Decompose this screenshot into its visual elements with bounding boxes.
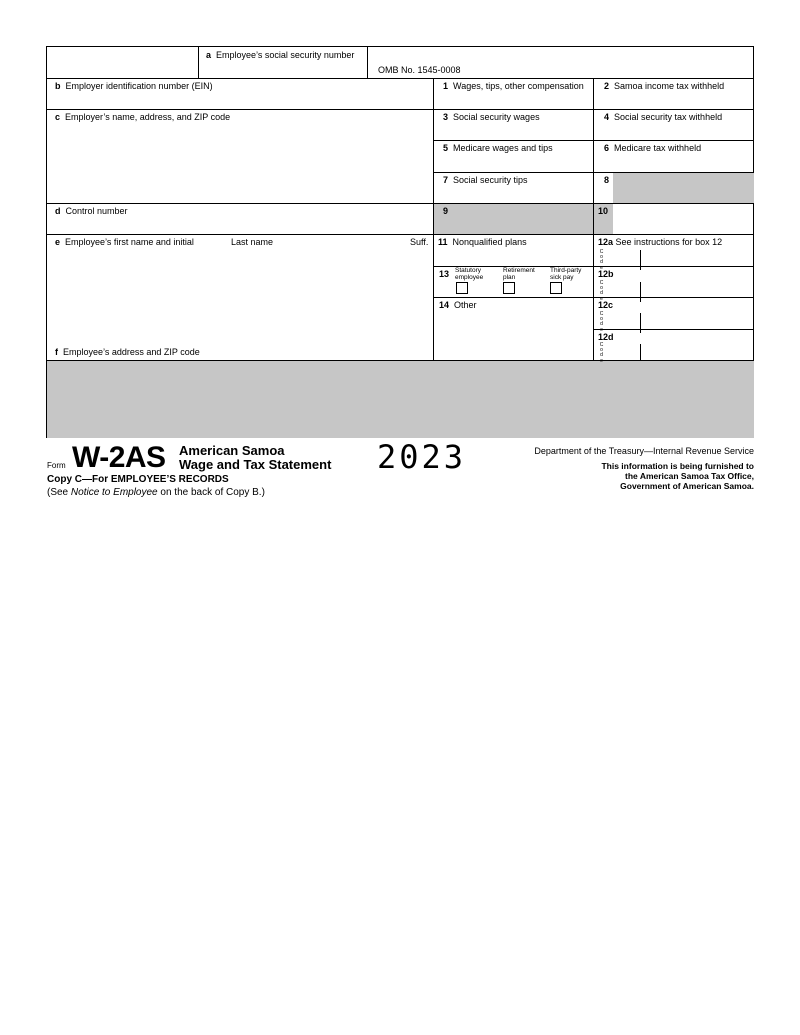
retirement-plan-label: Retirement plan (503, 267, 535, 281)
box-12d-code: C o d e (599, 342, 604, 364)
box-c-label: c Employer’s name, address, and ZIP code (55, 112, 231, 122)
box-7-label: 7 Social security tips (443, 175, 528, 185)
w2as-form (46, 46, 754, 438)
box-12c-code: C o d e (599, 311, 604, 333)
box-5-label: 5 Medicare wages and tips (443, 143, 553, 153)
box-12a-label: 12a See instructions for box 12 (598, 237, 723, 247)
furnish-line1: This information is being furnished to (601, 461, 754, 471)
box-6-label: 6 Medicare tax withheld (604, 143, 702, 153)
box-14-label: 14 Other (439, 300, 477, 310)
box-8-shade (613, 172, 754, 203)
form-name: W-2AS (72, 441, 166, 474)
bottom-shade (47, 360, 754, 438)
tax-year: 2023 (377, 438, 467, 476)
third-party-sick-pay-label: Third-party sick pay (550, 267, 582, 281)
box-a-label: a Employee’s social security number (206, 50, 355, 60)
box-1-label: 1 Wages, tips, other compensation (443, 81, 584, 91)
department-line: Department of the Treasury—Internal Revenue Service (534, 446, 754, 456)
box-b-label: b Employer identification number (EIN) (55, 81, 213, 91)
box-8-label: 8 (604, 175, 610, 185)
box-d-label: d Control number (55, 206, 128, 216)
furnish-line3: Government of American Samoa. (620, 481, 754, 491)
box-9-label: 9 (443, 206, 449, 216)
box-3-label: 3 Social security wages (443, 112, 540, 122)
statutory-employee-checkbox[interactable] (456, 282, 468, 294)
box-12c-label: 12c (598, 300, 614, 310)
box-4-label: 4 Social security tax withheld (604, 112, 723, 122)
box-e-suffix: Suff. (410, 237, 429, 247)
box-12b-code: C o d e (599, 280, 604, 302)
box-e-last-name: Last name (231, 237, 274, 247)
omb-number: OMB No. 1545-0008 (378, 65, 461, 75)
box-11-label: 11 Nonqualified plans (438, 237, 527, 247)
third-party-sick-pay-checkbox[interactable] (550, 282, 562, 294)
form-word: Form (47, 461, 66, 470)
box-12a-code: C o d e (599, 249, 604, 271)
furnish-line2: the American Samoa Tax Office, (625, 471, 754, 481)
box-12d-label: 12d (598, 332, 614, 342)
box-12b-label: 12b (598, 269, 614, 279)
box-10-label: 10 (598, 206, 609, 216)
retirement-plan-checkbox[interactable] (503, 282, 515, 294)
notice-line: (See Notice to Employee on the back of Copy B.) (47, 487, 265, 498)
box-2-label: 2 Samoa income tax withheld (604, 81, 725, 91)
box-f-label: f Employee’s address and ZIP code (55, 347, 200, 357)
box-13-label: 13 (439, 269, 450, 279)
box-e-label: e Employee’s first name and initial (55, 237, 194, 247)
form-title-line1: American Samoa (179, 443, 285, 458)
copy-line: Copy C—For EMPLOYEE’S RECORDS (47, 474, 229, 485)
form-title-line2: Wage and Tax Statement (179, 457, 332, 472)
statutory-employee-label: Statutory employee (455, 267, 484, 281)
box-9-shade (433, 203, 613, 234)
